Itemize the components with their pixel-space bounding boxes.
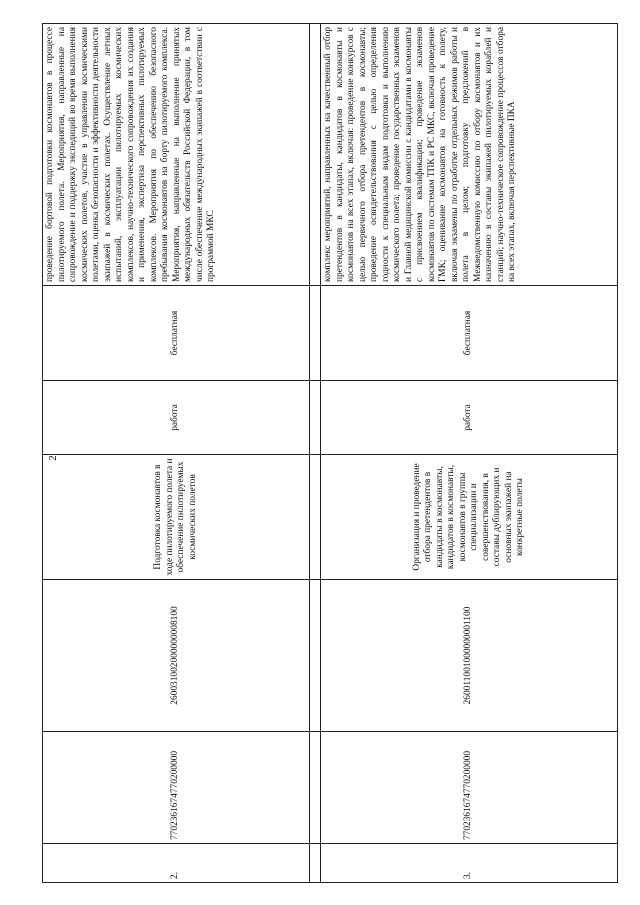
service-name	[321, 455, 618, 580]
registry-number: 7702361674770200000	[43, 732, 310, 844]
service-type: работа	[43, 381, 310, 455]
registry-number: 7702361674770200000	[321, 732, 618, 844]
service-name-text: Подготовка космонавтов в ходе пилотируемого полета и обеспечение пилотируемых космических полетов	[153, 458, 198, 576]
table-row	[43, 24, 310, 883]
row-number: 3.	[321, 844, 618, 883]
service-type: работа	[321, 381, 618, 455]
services-table	[42, 23, 618, 883]
service-code: 260011001000000001100	[321, 580, 618, 732]
service-description: комплекс мероприятий, направленных на качественный отбор претендентов в кандидаты, кандидатов в космонавты и космонавтов на всех этапах, включая: проведение конкурсов с целью первичного отбора претендентов в космонавты; проведение освидетельствования с целью определения годности к специальным видам подготовки и выполнению космического полета; проведение государственных экзаменов и Главной медицинской комиссии с кандидатами в космонавты с присвоением квалификации; проведение экзаменов космонавтов по системам ТПК и РС МКС, включая проведение ГМК; оценивание космонавтов на готовность к полету, включая экзамены по отработке отдельных режимов работы и полета в целом; подготовку предложений в Межведомственную комиссию по отбору космонавтов и их назначению в составы экипажей пилотируемых кораблей и станций; научно-техническое сопровождение процессов отбора на всех этапах, включая перспективные ПКА	[321, 24, 618, 286]
service-description: проведение бортовой подготовки космонавтов в процессе пилотируемого полета. Мероприятия, направленные на сопровождение и поддержку экспедиций во время выполнения космических полетов, участие в управлении космическими полетами, оценка безопасности и эффективности деятельности экипажей в космических полетах. Осуществление летных испытаний, эксплуатации пилотируемых космических комплексов, научно-технического сопровождения их создания и применения, экспертиза перспективных пилотируемых комплексов. Мероприятия по обеспечению безопасного пребывания космонавтов на борту пилотируемого комплекса. Мероприятия, направленные на выполнение принятых международных обязательств Российской Федерации, в том числе обеспечение международных экипажей в соответствии с программой МКС	[43, 24, 310, 286]
rotated-table-page	[42, 23, 627, 883]
page-number: 2	[46, 455, 59, 461]
service-name	[43, 455, 310, 580]
fee-status: бесплатная	[321, 286, 618, 381]
service-name-text: Организация и проведение отбора претендентов в кандидаты в космонавты, кандидатов в космонавты, космонавтов в группы специализации и совершенствования, в составы дублирующих и основных экипажей на конкретные полеты	[411, 463, 525, 571]
service-code: 260031002000000008100	[43, 580, 310, 732]
fee-status: бесплатная	[43, 286, 310, 381]
table-row	[321, 24, 618, 883]
row-number: 2.	[43, 844, 310, 883]
separator-row	[310, 24, 321, 883]
